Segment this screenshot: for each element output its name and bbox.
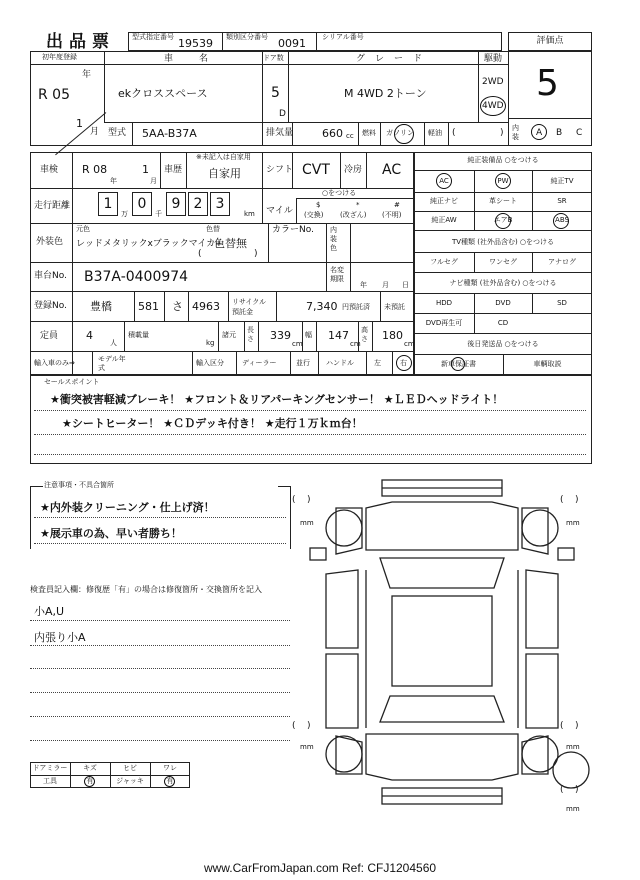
equip-pw: PW xyxy=(497,177,509,185)
car-name: ekクロススペース xyxy=(118,87,208,100)
load-label: 積載量 xyxy=(128,331,149,339)
color-value: レッドメタリックxブラックマイカ+ xyxy=(76,239,223,249)
plate-area: 豊橋 xyxy=(90,300,112,313)
sales-point-line-1: ★衝突被害軽減ブレーキ！ ★フロント＆リアパーキングセンサー！ ★ＬＥＤヘッドライト！ xyxy=(50,393,504,406)
plate-kana: さ xyxy=(172,300,183,313)
fuel-gasoline-circle xyxy=(394,124,414,144)
car-body-diagram xyxy=(296,478,596,818)
mileage-unknown: (不明) xyxy=(382,211,402,219)
mileage-digit-1: 1 xyxy=(103,196,113,212)
later-warranty-circle xyxy=(451,357,465,371)
parallel-label: 並行 xyxy=(296,359,310,367)
equip-navi: 純正ナビ xyxy=(430,197,458,205)
grade-label: グレード xyxy=(356,54,433,64)
capacity-value: 4 xyxy=(86,329,93,342)
length-label: 長さ xyxy=(247,326,254,343)
equip-tv: 純正TV xyxy=(550,177,574,185)
legend-crack: ヒビ xyxy=(123,764,137,772)
grade-value: M 4WD 2トーン xyxy=(344,87,427,100)
equipment-title: 純正装備品 ○をつける xyxy=(467,156,539,164)
name-change-label: 名変期限 xyxy=(330,266,344,283)
disp-label: 排気量 xyxy=(266,128,294,138)
drive-4wd-circle xyxy=(480,96,506,116)
model-value: 5AA-B37A xyxy=(142,127,197,140)
shift-value: CVT xyxy=(302,162,330,178)
notes-label: 注意事項・不具合箇所 xyxy=(44,481,114,489)
tools-has: 有 xyxy=(86,777,94,785)
first-reg-month: 1 xyxy=(76,117,83,130)
notes-line-2: ★展示車の為、早い者勝ち！ xyxy=(40,527,182,540)
sales-points-label: セールスポイント xyxy=(44,378,100,386)
ac-label: 冷房 xyxy=(344,165,363,175)
chassis-label: 車台No. xyxy=(34,271,67,281)
serial-label: シリアル番号 xyxy=(322,33,364,41)
tv-analog: アナログ xyxy=(548,258,576,266)
fuel-light-oil: 軽油 xyxy=(428,129,442,137)
interior-b: B xyxy=(556,128,563,138)
inspect-year: R 08 xyxy=(82,163,108,176)
navi-sd: SD xyxy=(557,299,567,307)
mileage-digit-4: 2 xyxy=(193,196,203,212)
capacity-label: 定員 xyxy=(40,331,59,341)
dealer-label: ディーラー xyxy=(242,359,277,367)
doors-value: 5 xyxy=(271,85,280,101)
inspect-label: 車検 xyxy=(40,165,59,175)
notes-line-1: ★内外装クリーニング・仕上げ済！ xyxy=(40,501,215,514)
tire-fl-mm: mm xyxy=(300,519,314,527)
first-reg-label: 初年度登録 xyxy=(42,53,77,61)
later-manual: 車輌取説 xyxy=(533,360,562,368)
tv-oneseg: ワンセグ xyxy=(489,258,517,266)
equip-ac-circle xyxy=(436,173,452,189)
later-title: 後日発送品 ○をつける xyxy=(467,340,539,348)
recycle-label: リサイクル預託金 xyxy=(232,298,267,316)
fuel-label: 燃料 xyxy=(362,129,376,137)
handle-right: 右 xyxy=(400,359,407,367)
jack-label: ジャッキ xyxy=(116,777,144,785)
navi-dvd: DVD xyxy=(495,299,511,307)
recycle-amount: 7,340 xyxy=(306,300,338,313)
handle-left: 左 xyxy=(374,359,381,367)
use-note: ※未記入は自家用 xyxy=(196,153,251,161)
legend-door-mirror: ドアミラー xyxy=(32,764,68,772)
use-label: 車歴 xyxy=(164,165,183,175)
tools-label: 工具 xyxy=(43,777,57,785)
equip-ac: AC xyxy=(439,177,449,185)
width-label: 幅 xyxy=(305,331,312,339)
fuel-gasoline: ガソリン xyxy=(386,129,414,137)
tire-rl-bracket: ( ) xyxy=(292,721,311,731)
tire-spare-bracket: ( ) xyxy=(560,785,579,795)
navi-hdd: HDD xyxy=(435,299,453,307)
import-class-label: 輸入区分 xyxy=(196,359,224,367)
later-warranty: 新車保証書 xyxy=(441,360,476,368)
equip-sr: SR xyxy=(557,197,567,205)
equip-aw: 純正AW xyxy=(431,216,457,224)
height-label: 高さ xyxy=(361,326,368,343)
type-no-label: 型式指定番号 xyxy=(132,33,174,41)
tv-fullseg: フルセグ xyxy=(430,258,458,266)
interior-color-label: 内装色 xyxy=(330,226,337,252)
inspector-label: 検査員記入欄：修復歴「有」の場合は修復箇所・交換箇所を記入 xyxy=(30,585,262,594)
dim-label: 諸元 xyxy=(222,331,236,339)
inspector-line-1: 小A,U xyxy=(34,605,65,618)
sales-point-line-2: ★シートヒーター！ ★ＣＤデッキ付き！ ★走行１万ｋｍ台！ xyxy=(62,417,363,430)
height-value: 180 xyxy=(382,329,403,342)
inspect-month: 1 xyxy=(142,163,149,176)
mileage-digit-3: 9 xyxy=(171,196,181,212)
color-label: 外装色 xyxy=(36,237,64,247)
tire-fr-bracket: ( ) xyxy=(560,495,579,505)
color-no-label: カラーNo. xyxy=(272,225,314,235)
recycle-unpaid: 未預託 xyxy=(384,303,405,311)
disp-value: 660 xyxy=(322,127,343,140)
footer-reference: www.CarFromJapan.com Ref: CFJ1204560 xyxy=(203,861,437,875)
plate-label: 登録No. xyxy=(34,301,67,311)
equip-abs: ABS xyxy=(555,216,569,224)
navi-title: ナビ種類 (社外品含む) ○をつける xyxy=(449,279,557,287)
handle-right-circle xyxy=(396,355,412,371)
length-value: 339 xyxy=(270,329,291,342)
tire-rr-mm: mm xyxy=(566,743,580,751)
type-no-value: 19539 xyxy=(178,37,213,50)
handle-label: ハンドル xyxy=(326,359,354,367)
equip-airbag: エアB xyxy=(493,216,513,224)
eval-score: 5 xyxy=(536,63,559,104)
class-no-label: 類別区分番号 xyxy=(226,33,268,41)
mileage-tamper: (改ざん) xyxy=(340,211,367,219)
tv-title: TV種類 (社外品含む) ○をつける xyxy=(451,238,555,246)
tire-fr-mm: mm xyxy=(566,519,580,527)
eval-label: 評価点 xyxy=(536,36,564,46)
drive-2wd: 2WD xyxy=(482,77,504,87)
legend-scratch: キズ xyxy=(83,764,97,772)
import-label: 輸入車のみ⇒ xyxy=(34,359,75,367)
interior-label: 内装 xyxy=(512,124,519,141)
drive-label: 駆動 xyxy=(484,54,503,64)
equip-leather: 革シート xyxy=(489,197,517,205)
drive-4wd: 4WD xyxy=(482,101,504,111)
jack-has: 有 xyxy=(166,777,174,785)
mile-label: マイル xyxy=(266,206,293,216)
first-reg-year: R 05 xyxy=(38,87,70,103)
interior-a: A xyxy=(536,128,543,138)
mileage-digit-2: 0 xyxy=(137,196,147,212)
navi-dvd-play: DVD再生可 xyxy=(425,319,463,327)
equip-abs-circle xyxy=(553,213,569,229)
tire-rl-mm: mm xyxy=(300,743,314,751)
tire-fl-bracket: ( ) xyxy=(292,495,311,505)
car-name-label: 車名 xyxy=(164,54,235,64)
model-label: 型式 xyxy=(108,128,127,138)
equip-airbag-circle xyxy=(495,213,511,229)
doors-label: ドア数 xyxy=(263,54,284,62)
inspector-line-2: 内張り小A xyxy=(34,631,86,644)
mileage-label: 走行距離 xyxy=(34,201,71,211)
plate-number: 4963 xyxy=(192,300,220,313)
tire-spare-mm: mm xyxy=(566,805,580,813)
mileage-circle-note: ○をつける xyxy=(322,189,357,197)
model-year-label: モデル年式 xyxy=(98,355,126,372)
width-value: 147 xyxy=(328,329,349,342)
class-no-value: 0091 xyxy=(278,37,306,50)
mileage-swap: (交換) xyxy=(304,211,324,219)
tire-rr-bracket: ( ) xyxy=(560,721,579,731)
equip-pw-circle xyxy=(495,173,511,189)
color-change-value: 色替無 xyxy=(214,237,247,250)
jack-has-circle xyxy=(164,776,175,787)
use-value: 自家用 xyxy=(208,167,241,180)
form-title: 出品票 xyxy=(46,32,115,52)
navi-cd: CD xyxy=(497,319,509,327)
legend-break: ワレ xyxy=(163,764,177,772)
tools-has-circle xyxy=(84,776,95,787)
shift-label: シフト xyxy=(266,165,294,175)
chassis-value: B37A-0400974 xyxy=(84,269,189,285)
interior-a-circle xyxy=(531,124,547,140)
mileage-digit-5: 3 xyxy=(215,196,225,212)
ac-value: AC xyxy=(382,162,402,178)
plate-class: 581 xyxy=(138,300,159,313)
interior-c: C xyxy=(576,128,583,138)
